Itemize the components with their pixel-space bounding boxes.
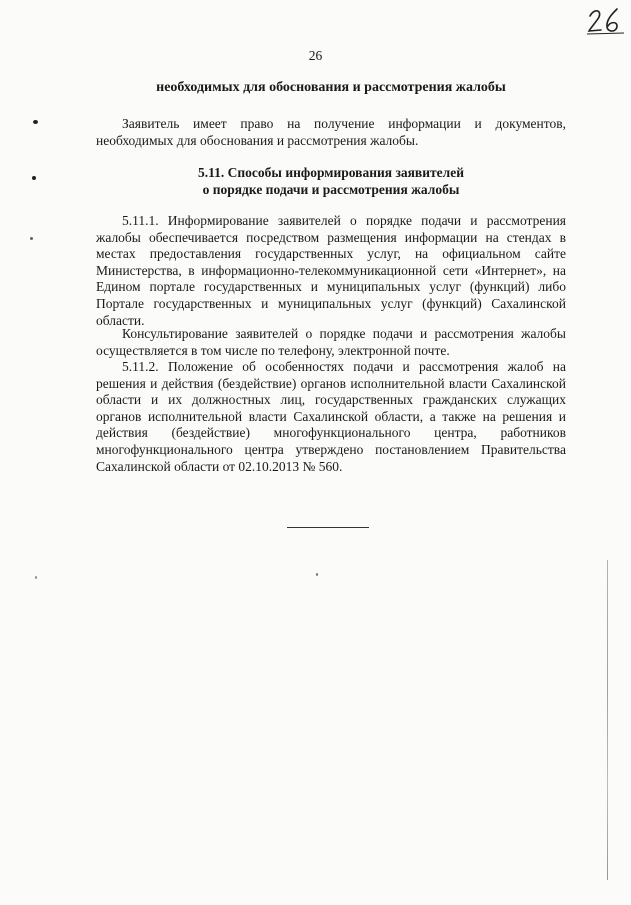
paragraph-consulting: Консультирование заявителей о порядке подачи и рассмотрения жалобы осуществляется в том числе по телефону, электронной почте.	[96, 326, 566, 358]
scan-speck	[32, 176, 36, 180]
paragraph-5-11-2: 5.11.2. Положение об особенностях подачи и рассмотрения жалоб на решения и действия (бездействие) органов исполнительной власти Сахалинской области и их должностных лиц, государственных гражданских служащих органов исполнительной власти Сахалинской области, а также на решения и действия (бездействие) многофункционального центра, работников многофункционального центра утверждено постановлением Правительства Сахалинской области от 02.10.2013 № 560.	[96, 359, 566, 474]
page-number: 26	[308, 48, 323, 63]
paragraph-5-11-1: 5.11.1. Информирование заявителей о порядке подачи и рассмотрения жалобы обеспечивается посредством размещения информации на стендах в местах предоставления государственных услуг, на официальном сайте Министерства, в информационно-телекоммуникационной сети «Интернет», на Едином портале государственных и муниципальных услуг (функций) либо Портале государственных и муниципальных услуг (функций) Сахалинской области.	[96, 213, 566, 328]
handwritten-page-number	[586, 6, 626, 36]
scan-edge-line	[607, 560, 608, 880]
section-title-line-2: о порядке подачи и рассмотрения жалобы	[202, 182, 460, 197]
section-heading	[96, 164, 566, 198]
closing-rule	[287, 527, 369, 528]
scan-speck	[35, 576, 37, 579]
scan-speck	[316, 573, 318, 576]
scan-speck	[30, 237, 33, 240]
paragraph-right-to-info: Заявитель имеет право на получение информации и документов, необходимых для обоснования и рассмотрения жалобы.	[96, 116, 566, 148]
heading-continued: необходимых для обоснования и рассмотрения жалобы	[156, 80, 506, 95]
section-title-line-1: 5.11. Способы информирования заявителей	[198, 165, 464, 180]
scan-speck	[33, 120, 38, 124]
